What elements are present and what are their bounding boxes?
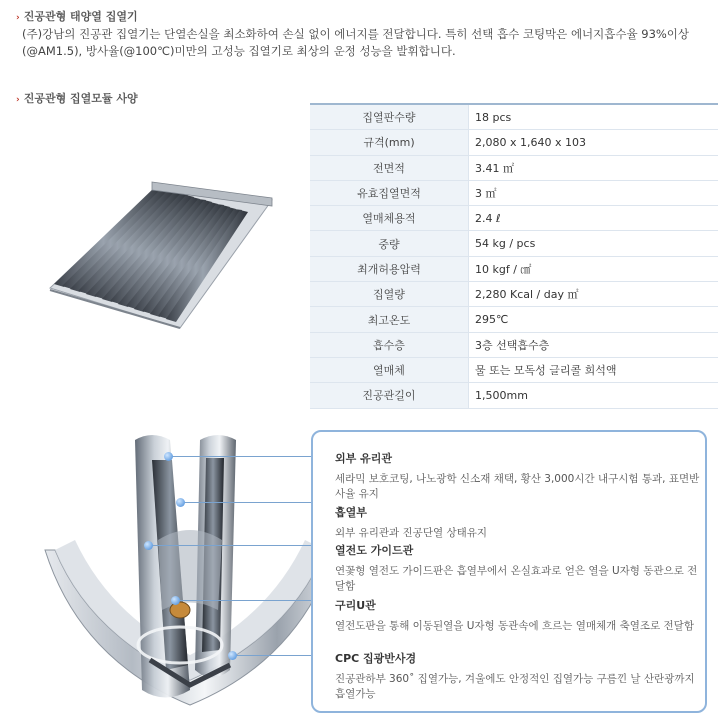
marker-dot-icon bbox=[164, 452, 173, 461]
component-title: 구리U관 bbox=[335, 599, 376, 612]
spec-label: 열매체 bbox=[310, 357, 469, 382]
spec-value: 3 ㎡ bbox=[469, 180, 719, 205]
table-row bbox=[310, 282, 718, 307]
component-title: 외부 유리관 bbox=[335, 452, 392, 465]
leader-line bbox=[175, 600, 311, 601]
spec-label: 전면적 bbox=[310, 155, 469, 180]
vacuum-tube-diagram bbox=[40, 430, 340, 715]
spec-value: 2.4 ℓ bbox=[469, 206, 719, 231]
spec-value: 295℃ bbox=[469, 307, 719, 332]
leader-line bbox=[232, 655, 311, 656]
marker-dot-icon bbox=[228, 651, 237, 660]
table-row bbox=[310, 180, 718, 205]
spec-label: 규격(mm) bbox=[310, 130, 469, 155]
component-item bbox=[335, 650, 700, 702]
table-row bbox=[310, 206, 718, 231]
intro-paragraph: (주)강남의 진공관 집열기는 단열손실을 최소화하여 손실 없이 에너지를 전달합니다. 특히 선택 흡수 코팅막은 에너지흡수율 93%이상 (@AM1.5), 방사율(@100℃)미만의 고성능 집열기로 최상의 운정 성능을 발휘합니다. bbox=[22, 27, 690, 58]
table-row bbox=[310, 332, 718, 357]
table-row bbox=[310, 231, 718, 256]
table-row bbox=[310, 155, 718, 180]
component-title: 열전도 가이드관 bbox=[335, 544, 414, 557]
component-description: 진공관하부 360˚ 집열가능, 겨울에도 안정적인 집열가능 구름낀 날 산란광까지 흡열가능 bbox=[335, 673, 695, 700]
spec-label: 흡수층 bbox=[310, 332, 469, 357]
leader-line bbox=[168, 456, 311, 457]
spec-value: 3층 선택흡수층 bbox=[469, 332, 719, 357]
spec-value: 54 kg / pcs bbox=[469, 231, 719, 256]
table-row bbox=[310, 104, 718, 130]
spec-value: 18 pcs bbox=[469, 104, 719, 130]
leader-line bbox=[180, 502, 311, 503]
component-item bbox=[335, 597, 700, 634]
component-item bbox=[335, 542, 700, 594]
component-description: 열전도판을 통해 이동된열을 U자형 동관속에 흐르는 열매체개 축열조로 전달함 bbox=[335, 620, 694, 632]
spec-label: 유효집열면적 bbox=[310, 180, 469, 205]
component-item bbox=[335, 504, 700, 541]
spec-label: 열매체용적 bbox=[310, 206, 469, 231]
solar-collector-image bbox=[40, 180, 280, 330]
spec-label: 최고온도 bbox=[310, 307, 469, 332]
bullet-arrow-icon: › bbox=[16, 13, 20, 23]
spec-value: 3.41 ㎡ bbox=[469, 155, 719, 180]
component-item bbox=[335, 450, 700, 502]
spec-label: 진공관길이 bbox=[310, 383, 469, 408]
component-description: 외부 유리관과 진공단열 상태유지 bbox=[335, 527, 488, 539]
spec-value: 2,280 Kcal / day ㎡ bbox=[469, 282, 719, 307]
marker-dot-icon bbox=[144, 541, 153, 550]
table-row bbox=[310, 307, 718, 332]
component-description-box bbox=[311, 430, 707, 713]
component-description: 세라믹 보호코팅, 나노광학 신소재 채택, 황산 3,000시간 내구시험 통과, 표면반사율 유지 bbox=[335, 473, 700, 500]
component-description: 연꽃형 열전도 가이드판은 흡열부에서 온실효과로 얻은 열을 U자형 동관으로 전달함 bbox=[335, 565, 698, 592]
component-title: 흡열부 bbox=[335, 506, 367, 519]
spec-value: 10 kgf / ㎠ bbox=[469, 256, 719, 281]
component-title: CPC 집광반사경 bbox=[335, 652, 417, 665]
section-title-collector bbox=[16, 8, 138, 24]
spec-table bbox=[310, 103, 718, 409]
section-title-text: 진공관형 집열모듈 사양 bbox=[23, 92, 138, 105]
table-row bbox=[310, 357, 718, 382]
table-row bbox=[310, 256, 718, 281]
spec-label: 집열량 bbox=[310, 282, 469, 307]
leader-line bbox=[148, 545, 311, 546]
spec-label: 중량 bbox=[310, 231, 469, 256]
marker-dot-icon bbox=[171, 596, 180, 605]
spec-value: 2,080 x 1,640 x 103 bbox=[469, 130, 719, 155]
table-row bbox=[310, 130, 718, 155]
section-title-text: 진공관형 태양열 집열기 bbox=[23, 10, 138, 23]
spec-value: 물 또는 모독성 글리콜 희석액 bbox=[469, 357, 719, 382]
spec-label: 집열판수량 bbox=[310, 104, 469, 130]
bullet-arrow-icon: › bbox=[16, 95, 20, 105]
spec-value: 1,500mm bbox=[469, 383, 719, 408]
table-row bbox=[310, 383, 718, 408]
marker-dot-icon bbox=[176, 498, 185, 507]
section-title-spec bbox=[16, 90, 138, 106]
spec-label: 최개허용압력 bbox=[310, 256, 469, 281]
